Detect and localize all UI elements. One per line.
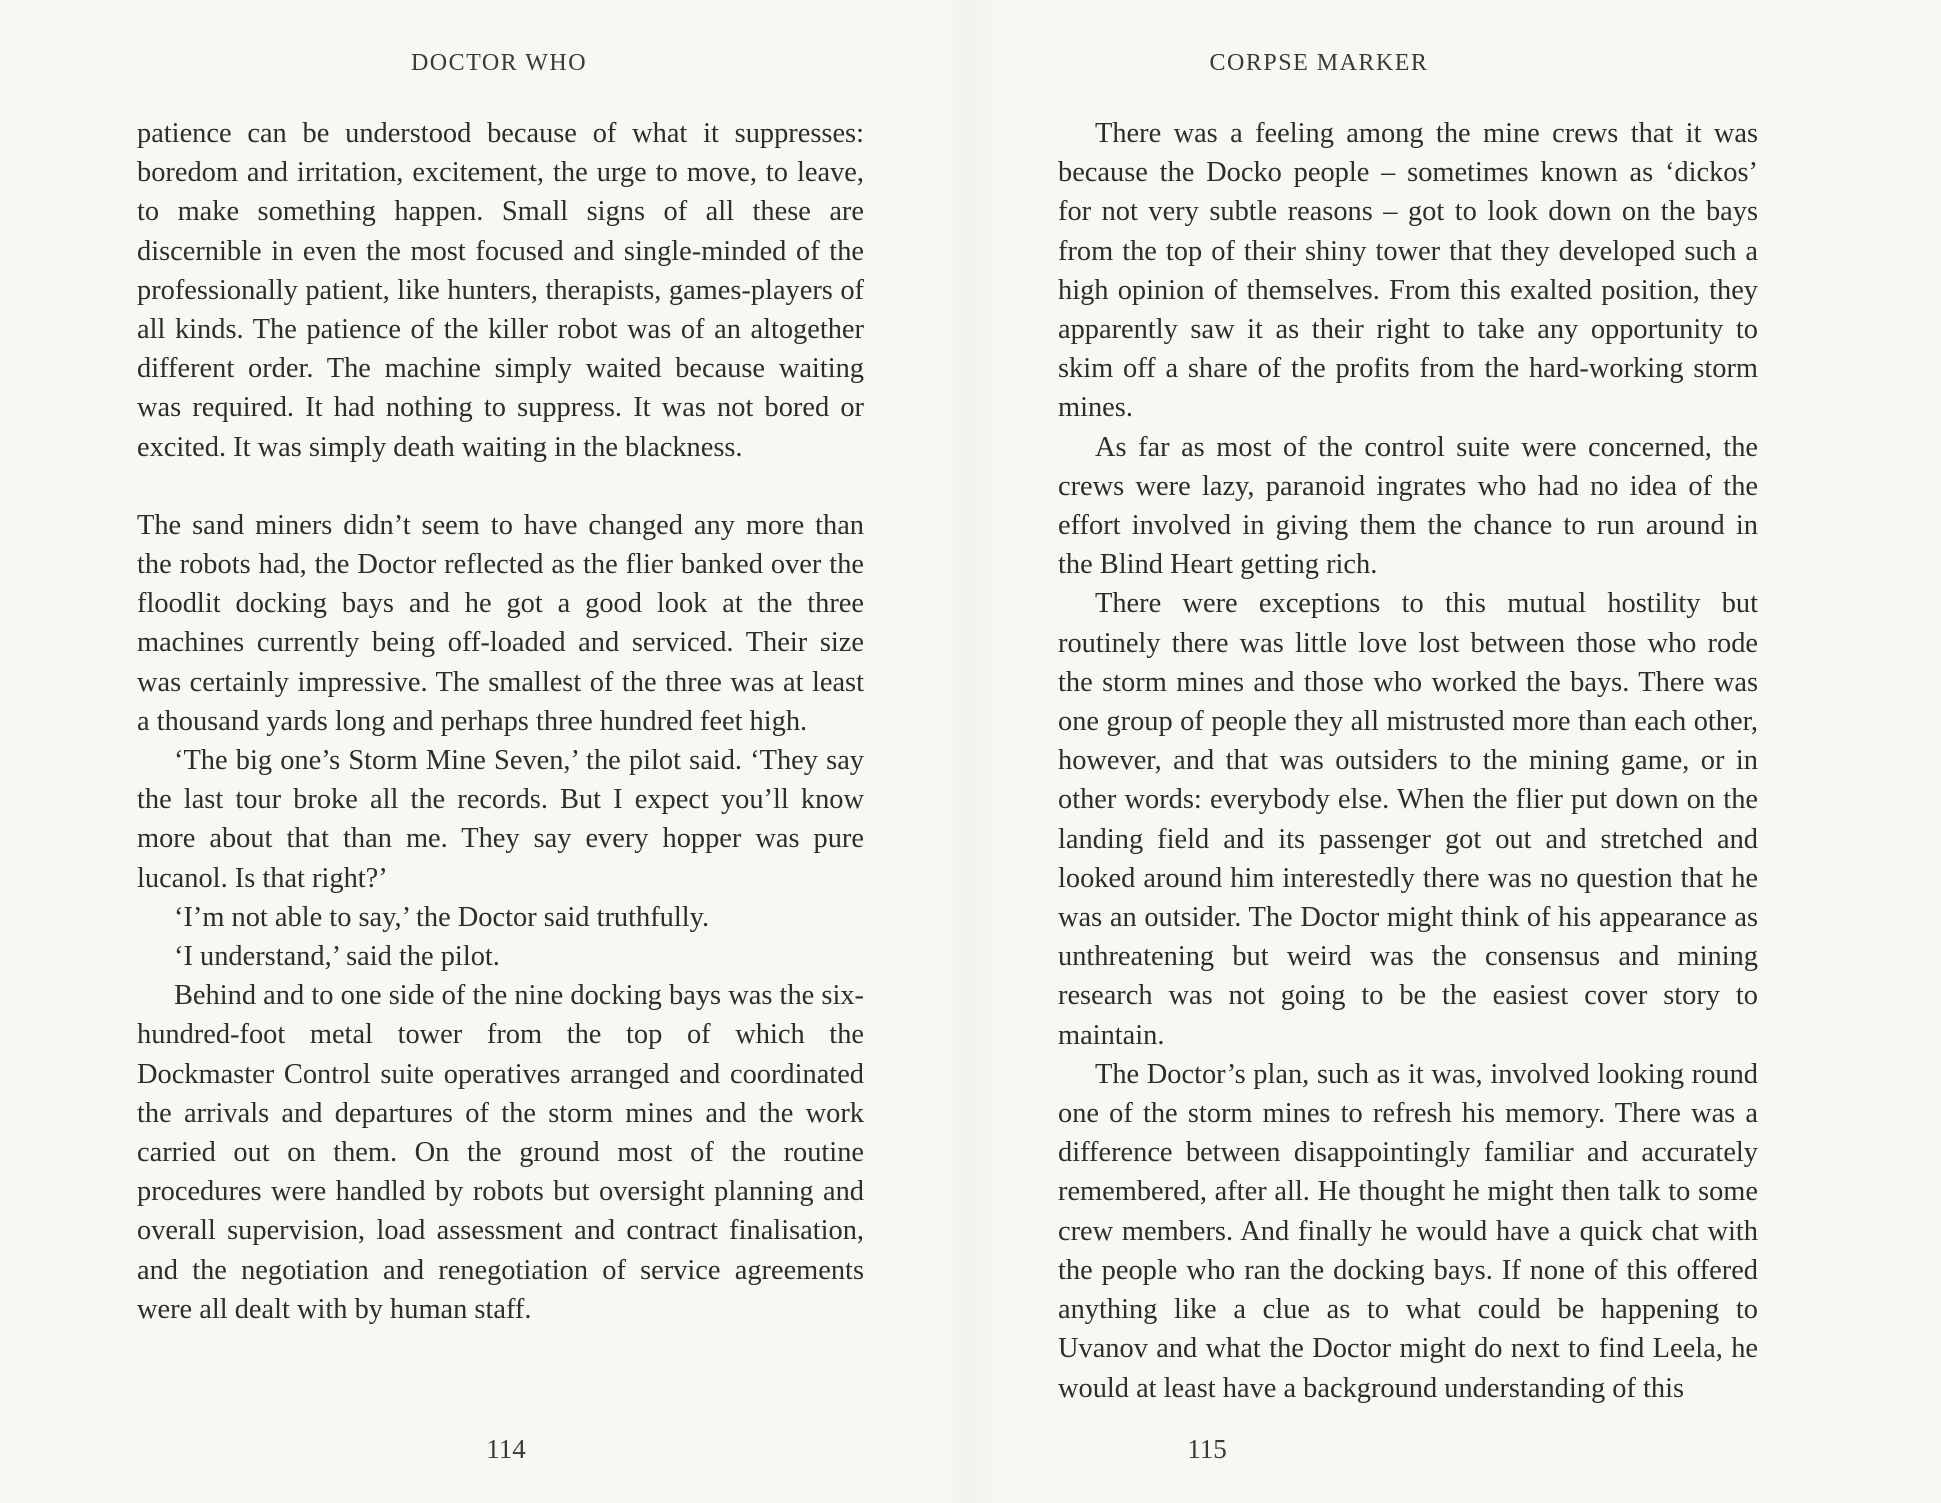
paragraph: As far as most of the control suite were concerned, the crews were lazy, paranoid ingrates who had no idea of the effort involved in giving them the chance to run around in the Blind Heart getting rich. [1058,431,1758,581]
page-number-left: 114 [486,1434,526,1464]
left-page-body [137,114,864,1329]
paragraph: ‘I’m not able to say,’ the Doctor said truthfully. [174,901,710,933]
page-number-right: 115 [1187,1434,1227,1464]
paragraph: ‘I understand,’ said the pilot. [174,941,500,973]
paragraph: Behind and to one side of the nine docking bays was the six-hundred-foot metal tower from the top of which the Dockmaster Control suite operatives arranged and coordinated the arrivals and departures of the storm mines and the work carried out on them. On the ground most of the routine procedures were handled by robots but oversight planning and overall supervision, load assessment and contract finalisation, and the negotiation and renegotiation of service agreements were all dealt with by human staff. [137,980,864,1325]
paragraph: There was a feeling among the mine crews that it was because the Docko people – sometimes known as ‘dickos’ for not very subtle reasons – got to look down on the bays from the top of their shiny tower that they developed such a high opinion of themselves. From this exalted position, they apparently saw it as their right to take any opportunity to skim off a share of the profits from the hard-working storm mines. [1058,118,1758,424]
right-page-body [1058,114,1758,1408]
paragraph: The Doctor’s plan, such as it was, involved looking round one of the storm mines to refresh his memory. There was a difference between disappointingly familiar and accurately remembered, after all. He thought he might then talk to some crew members. And finally he would have a quick chat with the people who ran the docking bays. If none of this offered anything like a clue as to what could be happening to Uvanov and what the Doctor might do next to find Leela, he would at least have a background understanding of this [1058,1058,1758,1404]
left-page [0,0,970,1503]
right-page [970,0,1941,1503]
paragraph: The sand miners didn’t seem to have changed any more than the robots had, the Doctor reflected as the flier banked over the floodlit docking bays and he got a good look at the three machines currently being off-loaded and serviced. Their size was certainly impressive. The smallest of the three was at least a thousand yards long and perhaps three hundred feet high. [137,509,864,737]
paragraph: There were exceptions to this mutual hostility but routinely there was little love lost between those who rode the storm mines and those who worked the bays. There was one group of people they all mistrusted more than each other, however, and that was outsiders to the mining game, or in other words: everybody else. When the flier put down on the landing field and its passenger got out and stretched and looked around him interestedly there was no question that he was an outsider. The Doctor might think of his appearance as unthreatening but weird was the consensus and mining research was not going to be the easiest cover story to maintain. [1058,588,1758,1051]
paragraph: ‘The big one’s Storm Mine Seven,’ the pilot said. ‘They say the last tour broke all the records. But I expect you’ll know more about that than me. They say every hopper was pure lucanol. Is that right?’ [137,745,864,894]
running-head-left: DOCTOR WHO [410,50,588,76]
running-head-right: CORPSE MARKER [1209,50,1429,76]
paragraph: patience can be understood because of what it suppresses: boredom and irritation, excitement, the urge to move, to leave, to make something happen. Small signs of all these are discernible in even the most focused and single-minded of the professionally patient, like hunters, therapists, games-players of all kinds. The patience of the killer robot was of an altogether different order. The machine simply waited because waiting was required. It had nothing to suppress. It was not bored or excited. It was simply death waiting in the blackness. [137,118,864,463]
